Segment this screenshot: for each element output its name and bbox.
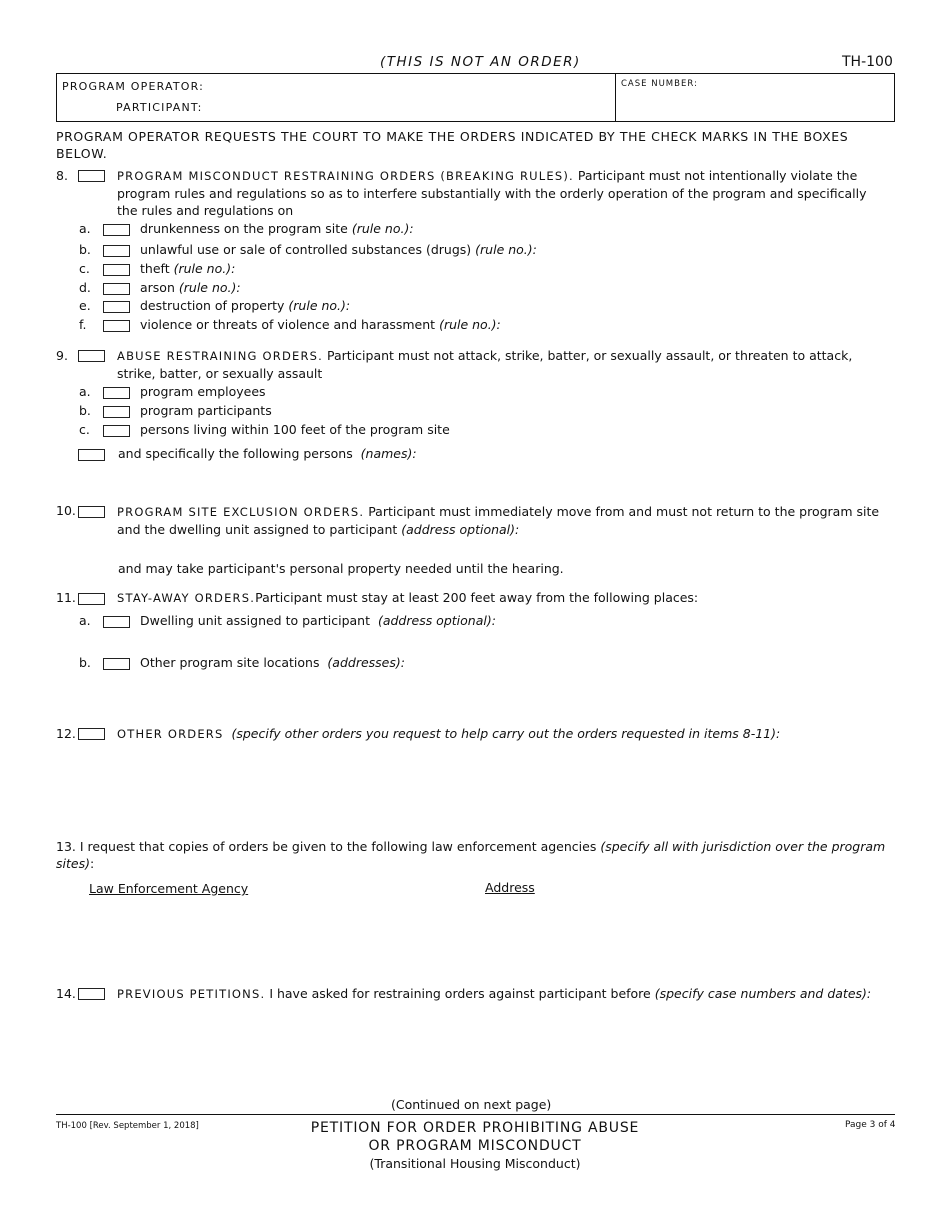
item-11a-label: Dwelling unit assigned to participant (address optional): — [140, 613, 496, 628]
item-14-title: PREVIOUS PETITIONS. — [117, 987, 266, 1001]
item-13-body: 13. I request that copies of orders be given to the following law enforcement agencies (specify all with jurisdiction over the program sites): — [56, 839, 886, 871]
caption-divider — [615, 74, 616, 121]
item-9-body — [117, 347, 877, 382]
item-8b-letter: b. — [79, 242, 91, 257]
item-8a-letter: a. — [79, 221, 91, 236]
item-12-number: 12. — [56, 726, 76, 741]
item-11a-letter: a. — [79, 613, 91, 628]
not-an-order-notice: (THIS IS NOT AN ORDER) — [380, 54, 581, 70]
item-8b-checkbox[interactable] — [103, 245, 130, 257]
caption-box — [56, 73, 895, 122]
footer-rule — [56, 1114, 895, 1115]
item-9a-letter: a. — [79, 384, 91, 399]
item-9-title: ABUSE RESTRAINING ORDERS. — [117, 349, 324, 363]
item-8d-letter: d. — [79, 280, 91, 295]
item-11-text: Participant must stay at least 200 feet away from the following places: — [255, 590, 699, 605]
item-8c-checkbox[interactable] — [103, 264, 130, 276]
item-11-body — [117, 590, 698, 605]
participant-label: PARTICIPANT: — [116, 101, 203, 114]
item-11b-letter: b. — [79, 655, 91, 670]
item-9-text: Participant must not attack, strike, batter, or sexually assault, or threaten to attack, strike, batter, or sexually assault — [117, 348, 853, 381]
item-9b-letter: b. — [79, 403, 91, 418]
item-9a-checkbox[interactable] — [103, 387, 130, 399]
item-8c-letter: c. — [79, 261, 90, 276]
item-14-note: (specify case numbers and dates): — [654, 986, 872, 1001]
item-10-number: 10. — [56, 503, 76, 518]
item-8a-label: drunkenness on the program site (rule no.): — [140, 221, 414, 236]
item-8a-checkbox[interactable] — [103, 224, 130, 236]
item-10-body — [117, 503, 887, 538]
address-column-header: Address — [485, 880, 535, 895]
footer-title — [250, 1119, 700, 1173]
item-13-note: (specify all with jurisdiction over the program sites) — [56, 839, 886, 871]
intro-text: PROGRAM OPERATOR REQUESTS THE COURT TO MAKE THE ORDERS INDICATED BY THE CHECK MARKS IN THE BOXES BELOW. — [56, 129, 849, 161]
item-9b-label: program participants — [140, 403, 272, 418]
item-8-title: PROGRAM MISCONDUCT RESTRAINING ORDERS (BREAKING RULES). — [117, 169, 574, 183]
form-id: TH-100 — [842, 54, 893, 70]
item-11b-label: Other program site locations (addresses): — [140, 655, 405, 670]
item-9-checkbox[interactable] — [78, 350, 105, 362]
agency-column-header: Law Enforcement Agency — [89, 881, 249, 896]
item-8e-label: destruction of property (rule no.): — [140, 298, 351, 313]
item-11b-checkbox[interactable] — [103, 658, 130, 670]
item-10-text: Participant must immediately move from and must not return to the program site and the dwelling unit assigned to participant — [117, 504, 880, 537]
item-9b-checkbox[interactable] — [103, 406, 130, 418]
item-8e-checkbox[interactable] — [103, 301, 130, 313]
item-12-title: OTHER ORDERS — [117, 727, 224, 741]
footer-revision: TH-100 [Rev. September 1, 2018] — [56, 1121, 199, 1131]
item-13-text: I request that copies of orders be given to the following law enforcement agencies — [79, 839, 597, 854]
case-number-label: CASE NUMBER: — [621, 79, 698, 89]
program-operator-label: PROGRAM OPERATOR: — [62, 80, 205, 93]
item-11-title: STAY-AWAY ORDERS. — [117, 591, 256, 605]
item-10-note: (address optional): — [401, 522, 520, 537]
footer-title-line2: OR PROGRAM MISCONDUCT — [368, 1138, 582, 1154]
footer-title-line1: PETITION FOR ORDER PROHIBITING ABUSE — [310, 1120, 640, 1136]
item-14-checkbox[interactable] — [78, 988, 105, 1000]
item-9c-label: persons living within 100 feet of the program site — [140, 422, 450, 437]
item-8b-label: unlawful use or sale of controlled substances (drugs) (rule no.): — [140, 242, 537, 257]
item-12-checkbox[interactable] — [78, 728, 105, 740]
item-14-body — [117, 986, 871, 1001]
item-14-text: I have asked for restraining orders against participant before — [269, 986, 651, 1001]
item-11-number: 11. — [56, 590, 76, 605]
continued-note: (Continued on next page) — [391, 1097, 552, 1112]
item-8-text: Participant must not intentionally violate the program rules and regulations so as to interfere substantially with the orderly operation of the program and specifically the rules and regulations on — [117, 168, 867, 218]
item-8-number: 8. — [56, 168, 68, 183]
item-8f-label: violence or threats of violence and harassment (rule no.): — [140, 317, 501, 332]
item-10-title: PROGRAM SITE EXCLUSION ORDERS. — [117, 505, 365, 519]
item-13-number: 13. — [56, 839, 76, 854]
item-11a-checkbox[interactable] — [103, 616, 130, 628]
item-9c-checkbox[interactable] — [103, 425, 130, 437]
item-8-checkbox[interactable] — [78, 170, 105, 182]
item-10-after: and may take participant's personal property needed until the hearing. — [118, 561, 564, 576]
item-9a-label: program employees — [140, 384, 266, 399]
item-8-body — [117, 167, 887, 219]
footer-subtitle: (Transitional Housing Misconduct) — [369, 1156, 581, 1171]
item-9-specific-label: and specifically the following persons (names): — [118, 446, 417, 461]
item-9-specific-checkbox[interactable] — [78, 449, 105, 461]
item-12-note: (specify other orders you request to help carry out the orders requested in items 8-11): — [231, 726, 781, 741]
item-8f-letter: f. — [79, 317, 87, 332]
footer-page-number: Page 3 of 4 — [845, 1120, 896, 1130]
item-11-checkbox[interactable] — [78, 593, 105, 605]
item-8c-label: theft (rule no.): — [140, 261, 236, 276]
item-14-number: 14. — [56, 986, 76, 1001]
item-9c-letter: c. — [79, 422, 90, 437]
item-8d-checkbox[interactable] — [103, 283, 130, 295]
item-8d-label: arson (rule no.): — [140, 280, 241, 295]
item-9-number: 9. — [56, 348, 68, 363]
item-8e-letter: e. — [79, 298, 91, 313]
item-10-checkbox[interactable] — [78, 506, 105, 518]
item-8f-checkbox[interactable] — [103, 320, 130, 332]
item-12-body — [117, 726, 780, 741]
